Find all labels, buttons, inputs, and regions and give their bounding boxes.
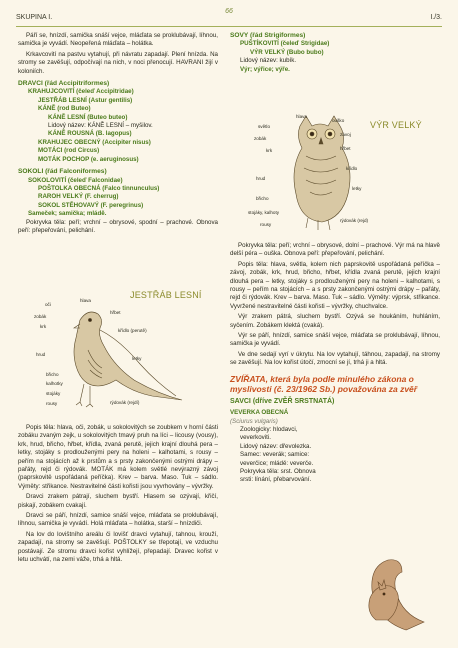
owl-label-neck: krk <box>266 148 273 153</box>
squirrel-coat: Pokryvka těla: srst. Obnova srsti: línání, přebarvování. <box>240 467 316 484</box>
hawk-label-eyes: oči <box>45 302 51 307</box>
family-sokolovite: SOKOLOVITÍ (čeleď Falconidae) <box>28 176 123 184</box>
genus-kane: KÁNĚ (rod Buteo) <box>38 105 91 113</box>
species-kane-rousna: KÁNĚ ROUSNÁ (B. lagopus) <box>48 130 132 138</box>
species-vyr: VÝR VELKÝ (Bubo bubo) <box>250 48 324 56</box>
species-jestrab: JESTŘÁB LESNÍ (Astur gentilis) <box>38 96 133 104</box>
family-pustikovite: PUŠTÍKOVITÍ (čeleď Strigidae) <box>240 40 330 48</box>
sex-age-terms: Sameček; samička; mládě. <box>28 210 107 218</box>
hawk-label-breast: hrud <box>36 352 46 357</box>
owl-breeding: Výr se páří, hnízdí, samice snáší vejce, mláďata se proklubávají, líhnou, samička je vyvádí. <box>230 332 440 348</box>
hawk-label-trousers: kalhotky <box>46 381 63 386</box>
heading-dravci: DRAVCI (řád Accipitriformes) <box>18 80 110 88</box>
left-column-lower <box>18 424 218 567</box>
owl-label-belly: břicho <box>256 196 269 201</box>
header-divider <box>16 26 442 27</box>
intro-paragraph-1: Páří se, hnízdí, samička snáší vejce, mláďata se proklubávají, líhnou, samička je vyvádí. Neopeřená mláďata – holátka. <box>18 32 218 48</box>
species-sokol: SOKOL STĚHOVAVÝ (F. peregrinus) <box>38 201 144 209</box>
owl-label-beak: zobák <box>254 136 267 141</box>
page-number: 66 <box>225 8 233 15</box>
hawk-breeding: Dravci se páří, hnízdí, samice snáší vejce, mláďata se proklubávají, líhnou, samička je vyvádí. Holá mláďata – holátka, starší – hnízdiči. <box>18 512 218 528</box>
owl-label-tail: rýdovák (rejd) <box>340 218 369 223</box>
header-left: SKUPINA I. <box>16 14 53 21</box>
owl-label-flight-feathers: letky <box>352 186 362 191</box>
hawk-description: Popis těla: hlava, oči, zobák, u sokolovitých se zoubkem v horní části zobáku zvaným zejk, u sokolovitých tmavý pruh na líci – licousy (vousy), krk, hrud, břicho, hřbet, křídla, zvaná perutě, jejich krajní dlouhá pera – letky, stojáky s prodlouženými pery na holeni – kalhotami, s rousy – peřím na stojácích až k prstům a s prsty zakončenými ostrými drápy – pařáty, rejd či rýdovák. MOTÁK má kolem světlé nevýrazný závoj (paprskovitě uspořádaná peříčka). Krev – barva. Maso. Tuk – sádlo. Výměty: střikance. Nestravitelné části kořisti jsou vyvrhovány – vývržky. <box>18 424 218 490</box>
hawk-label-head: hlava <box>80 298 91 303</box>
owl-label-head: hlava <box>296 114 307 119</box>
species-krahujec: KRAHUJEC OBECNÝ (Accipiter nisus) <box>38 138 151 146</box>
owl-label-feathered-legs: rousy <box>260 222 272 227</box>
hawk-figure-title: JESTŘÁB LESNÍ <box>130 290 202 300</box>
owl-plumage: Pokryvka těla: peří; vrchní – obrysové, dolní – prachové. Výr má na hlavě delší péra – ouška. Obnova peří: přepeřování, pelichání. <box>230 242 440 258</box>
hawk-label-legs: stojáky <box>46 391 61 396</box>
zvirata-heading: ZVÍŘATA, která byla podle minulého zákona o myslivosti (č. 23/1962 Sb.) považována za zvěř <box>230 373 418 394</box>
owl-senses: Výr zrakem pátrá, sluchem bystří. Ozývá se houkáním, huhláním, syčením. Zobákem klektá (cvaká). <box>230 313 440 329</box>
owl-description: Popis těla: hlava, světla, kolem nich paprskovitě uspořádaná peříčka – závoj, zobák, krk, hrud, břicho, hřbet, křídla zvaná perutě, jejich krajní dlouhá pera – letky, stojáky s prodlouženými pery na holeni – kalhotami, s rousy – peřím na stojácích – a s prsty zakončenými ostrými drápy – pařáty, rejd či rýdovák. Krev – barva. Maso. Tuk – sádlo. Výměty: výprsk, střikance. Vyvržené nestravitelné části kořisti – vývržky, chuchvalce. <box>230 260 440 310</box>
intro-paragraph-2: Krkavcovití na pastvu vytahují, při návratu zapadají. Plení hnízda. Na stromy se zavěšují, odpočívají na nich, v noci přenocují. HAVRANI žijí v koloniích. <box>18 50 218 75</box>
hawk-senses: Dravci zrakem pátrají, sluchem bystří. Hlasem se ozývají, křičí, piskají, zobákem cvakají. <box>18 493 218 509</box>
hawk-label-beak: zobák <box>34 314 47 319</box>
right-column-lower <box>230 242 440 485</box>
hawk-label-tail: rýdovák (rejdí) <box>110 400 140 405</box>
family-krahujcoviti: KRAHUJCOVITÍ (čeleď Accipitridae) <box>28 88 134 96</box>
hawk-label-belly: břicho <box>46 372 59 377</box>
squirrel-illustration <box>336 540 446 640</box>
plumage-paragraph: Pokryvka těla: peří; vrchní – obrysové, spodní – prachové. Obnova peří: přepeřování, pelichání. <box>18 218 218 234</box>
genus-motaci: MOTÁCI (rod Circus) <box>38 147 100 155</box>
owl-folk-name: Lidový název: kubík. <box>240 57 297 65</box>
species-kane-lesni: KÁNĚ LESNÍ (Buteo buteo) <box>48 113 128 121</box>
heading-sokoli: SOKOLI (řád Falconiformes) <box>18 168 107 176</box>
owl-label-wing: křídlo <box>346 166 358 171</box>
hawk-label-back: hřbet <box>110 310 121 315</box>
owl-label-ear: ouško <box>332 118 345 123</box>
owl-hunting: Ve dne sedají vyrí v úkrytu. Na lov vytahují, táhnou, zapadají, na stromy se zavěšují. Na lov kořist útočí, zmocní se jí, trhá ji a hltá. <box>230 350 440 367</box>
hawk-hunting: Na lov do lovištního areálu či lovišť dravci vytahují, tahnou, krouží, zapadají, na stromy se zavěšují. POŠTOLKY se třepotají, ve vzduchu postávají. Ze stromu dravci kořist vyhlížejí, přepadají. Dravec kořist v letu uchvátí, na zemi váže, trhá a hltá. <box>18 530 218 564</box>
hawk-label-wing: křídlo (perutě) <box>118 328 147 333</box>
squirrel-zoology: Zoologicky: hlodavci, veverkoviti. <box>240 425 298 442</box>
right-column <box>230 32 440 74</box>
species-veverka-latin: (Sciurus vulgaris) <box>230 417 278 425</box>
heading-sovy: SOVY (řád Strigiformes) <box>230 32 306 39</box>
owl-sex-terms: Výr; výřice; výře. <box>240 65 290 73</box>
species-motak: MOTÁK POCHOP (e. aeruginosus) <box>38 155 139 163</box>
owl-label-breast: hrud <box>256 176 266 181</box>
species-postolka: POŠTOLKA OBECNÁ (Falco tinnunculus) <box>38 184 160 192</box>
left-column <box>18 32 218 237</box>
hawk-label-neck: krk <box>40 324 47 329</box>
owl-label-back: hřbet <box>340 146 351 151</box>
folk-name: Lidový název: KÁNĚ LESNÍ – myšilov. <box>48 122 153 130</box>
species-veverka: VEVERKA OBECNÁ <box>230 409 289 417</box>
header-right: I./3. <box>430 14 442 21</box>
owl-figure-title: VÝR VELKÝ <box>370 120 422 130</box>
squirrel-folk-name: Lidový název: dřevolezka. <box>240 442 312 450</box>
squirrel-sex-terms: Samec: veverák; samice: veverčice; mládě: veverče. <box>240 451 314 467</box>
hawk-label-flight-feathers: letky <box>132 356 142 361</box>
savci-heading: SAVCI (dříve ZVĚŘ SRSTNATÁ) <box>230 397 335 405</box>
hawk-label-feathered-legs: rousy <box>46 401 58 406</box>
species-raroh: RAROH VELKÝ (F. cherrug) <box>38 193 119 201</box>
owl-label-disc: závoj <box>340 132 351 137</box>
owl-label-legs: stojáky, kalhoty <box>248 210 280 215</box>
owl-label-eye: světlo <box>258 124 271 129</box>
